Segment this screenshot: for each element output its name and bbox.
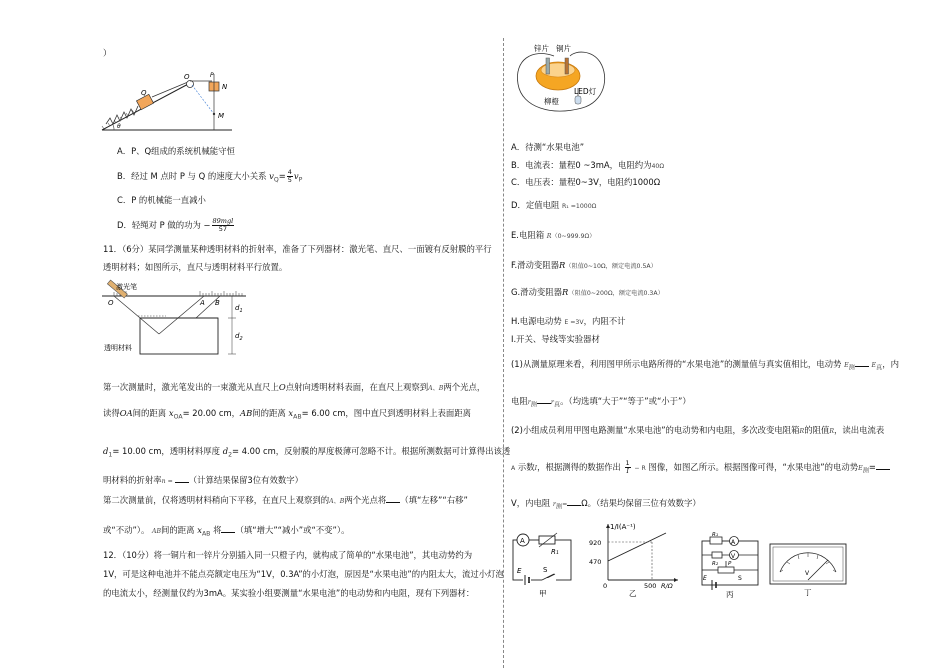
circuit-bing — [698, 533, 764, 599]
label-led: LED灯 — [574, 87, 597, 96]
sub2-line1: (2)小组成员利用甲图电路测量“水果电池”的电动势和内电阻，多次改变电阻箱R的阻值R，读出电流表 — [511, 425, 885, 435]
x-tick-0: 0 — [603, 582, 608, 590]
voltmeter-dial-ding — [768, 542, 850, 598]
label-O: O — [108, 299, 114, 307]
q11-para3: $d_1= 10.00$ cm，透明材料厚度 $d_2= 4.00$ cm，反射膜的厚度极薄可忽略不计。根据所测数据可计算得出该透 — [103, 446, 511, 459]
item-c: C．电压表：量程0~3V，电阻约1000Ω — [511, 177, 661, 187]
e-label: E — [517, 567, 522, 575]
answer-blank-distance[interactable] — [221, 524, 235, 533]
top-bracket: ） — [103, 48, 112, 58]
q11-para2: 读得OA间的距离 $x_{OA}= 20.00$ cm，AB间的距离 $x_{AB}= 6.00$ cm，图中直尺到透明材料上表面距离 — [103, 408, 472, 421]
y-tick-920: 920 — [589, 539, 602, 547]
answer-blank-r[interactable] — [567, 497, 581, 506]
item-e: E.电阻箱 R（0~999.9Ω） — [511, 230, 596, 240]
label-O: O — [184, 73, 190, 81]
q11-para1: 第一次测量时，激光笔发出的一束激光从直尺上O点射向透明材料表面，在直尺上观察到A、B两个光点， — [103, 382, 486, 392]
caption-ding: 丁 — [804, 588, 812, 597]
label-N: N — [222, 83, 228, 91]
option-a: A．P、Q组成的系统机械能守恒 — [117, 146, 235, 156]
q11-para5: 第二次测量前，仅将透明材料稍向下平移，在直尺上观察到的A、B两个光点将 （填“左移”“右移” — [103, 495, 468, 505]
q11-para6: 或“不动”）。 AB间的距离 $x_{AB}$ 将 （填“增大”“减小”或“不变”）。 — [103, 525, 350, 538]
sub1-line2: 电阻$r_测$ $r_真$。（均选填“大于”“等于”或“小于”） — [511, 396, 691, 409]
caption-bing: 丙 — [726, 590, 734, 599]
laser-ruler-figure — [100, 278, 250, 360]
e-label: E — [703, 575, 707, 582]
item-b: B．电流表：量程0 ~3mA，电阻约为40Ω — [511, 160, 665, 170]
item-f: F.滑动变阻器R（阻值0~10Ω，额定电流0.5A） — [511, 260, 657, 270]
x-axis-label: R/Ω — [661, 582, 673, 590]
r2-label: R₂ — [712, 561, 719, 567]
sub2-line2: A 示数I，根据测得的数据作出 $\frac{1}{I}$ − R 图像，如图乙所示。根据图像可得，“水果电池”的电动势$E_测=$ — [511, 460, 890, 477]
s-label: S — [738, 575, 742, 582]
q12-line1: 12．（10分）将一铜片和一锌片分别插入同一只橙子内，就构成了简单的“水果电池”，其电动势约为 — [103, 550, 473, 560]
q11-line2: 透明材料；如图所示，直尺与透明材料平行放置。 — [103, 262, 288, 272]
option-d: D．轻绳对 P 做的功为 − $\frac{\text{89mgl}}{57}$ — [117, 217, 234, 233]
q12-line2: 1V，可是这种电池并不能点亮额定电压为“1V，0.3A”的小灯泡，原因是“水果电池”的内阻太大，流过小灯泡 — [103, 569, 504, 579]
label-P: P — [210, 72, 214, 79]
r1-label: R₁ — [712, 532, 719, 538]
q12-line3: 的电流太小，经测量仅约为3mA。某实验小组要测量“水果电池”的电动势和内电阻，现有下列器材： — [103, 588, 475, 598]
label-orange: 柳橙 — [544, 97, 559, 106]
caption-jia: 甲 — [539, 589, 547, 598]
ammeter-label: A — [520, 537, 525, 545]
label-zinc: 锌片 — [534, 44, 549, 53]
label-B: B — [215, 299, 220, 307]
label-d2: $d_2$ — [235, 332, 243, 342]
label-A: A — [200, 299, 205, 307]
r1-label: R₁ — [551, 548, 559, 556]
x-tick-500: 500 — [644, 582, 657, 590]
item-d: D．定值电阻 R₁ =1000Ω — [511, 200, 597, 210]
option-c: C．P 的机械能一直减小 — [117, 195, 206, 205]
y-tick-470: 470 — [589, 558, 602, 566]
y-axis-label: 1/I(A⁻¹) — [610, 523, 636, 531]
label-copper: 铜片 — [556, 44, 571, 53]
item-h: H.电源电动势 E =3V，内阻不计 — [511, 316, 626, 326]
answer-blank-r-compare[interactable] — [537, 395, 551, 404]
orange-battery-figure — [512, 42, 612, 124]
circuit-jia — [509, 530, 579, 598]
label-theta: θ — [117, 123, 121, 130]
item-g: G.滑动变阻器R（阻值0~200Ω，额定电流0.3A） — [511, 287, 664, 297]
item-i: I.开关、导线等实验器材 — [511, 334, 600, 344]
label-M: M — [218, 112, 225, 120]
option-b: B．经过 M 点时 P 与 Q 的速度大小关系 $v_Q=$ $\frac{4}{5}$ $v_P$ — [117, 168, 303, 184]
s-label: S — [543, 566, 548, 574]
incline-pulley-figure — [100, 70, 240, 136]
answer-blank-n[interactable] — [175, 474, 189, 483]
label-material: 透明材料 — [104, 344, 132, 352]
label-d1: $d_1$ — [235, 304, 243, 314]
q11-para4: 明材料的折射率n = （计算结果保留3位有效数字） — [103, 475, 303, 485]
answer-blank-move[interactable] — [386, 494, 400, 503]
answer-blank-emf-compare[interactable] — [855, 358, 869, 367]
answer-blank-emf[interactable] — [876, 461, 890, 470]
ammeter-label: A — [731, 539, 736, 546]
label-laser: 激光笔 — [116, 283, 137, 291]
sub2-line3: V，内电阻 $r_测= \Omega$。（结果均保留三位有效数字） — [511, 498, 701, 511]
caption-yi: 乙 — [629, 589, 637, 598]
voltmeter-label: V — [731, 553, 736, 560]
sub1-line1: (1)从测量原理来看，利用图甲所示电路所得的“水果电池”的测量值与真实值相比，电动势 $E_测$ $E_真$，内 — [511, 359, 899, 372]
label-Q: Q — [141, 89, 147, 97]
graph-yi — [586, 520, 686, 598]
q11-line1: 11．（6分）某同学测量某种透明材料的折射率，准备了下列器材：激光笔、直尺、一面镀有反射膜的平行 — [103, 244, 492, 254]
column-separator — [503, 38, 504, 668]
dial-v-label: V — [805, 570, 810, 577]
item-a: A．待测“水果电池” — [511, 142, 585, 152]
p-label: P — [728, 561, 732, 567]
